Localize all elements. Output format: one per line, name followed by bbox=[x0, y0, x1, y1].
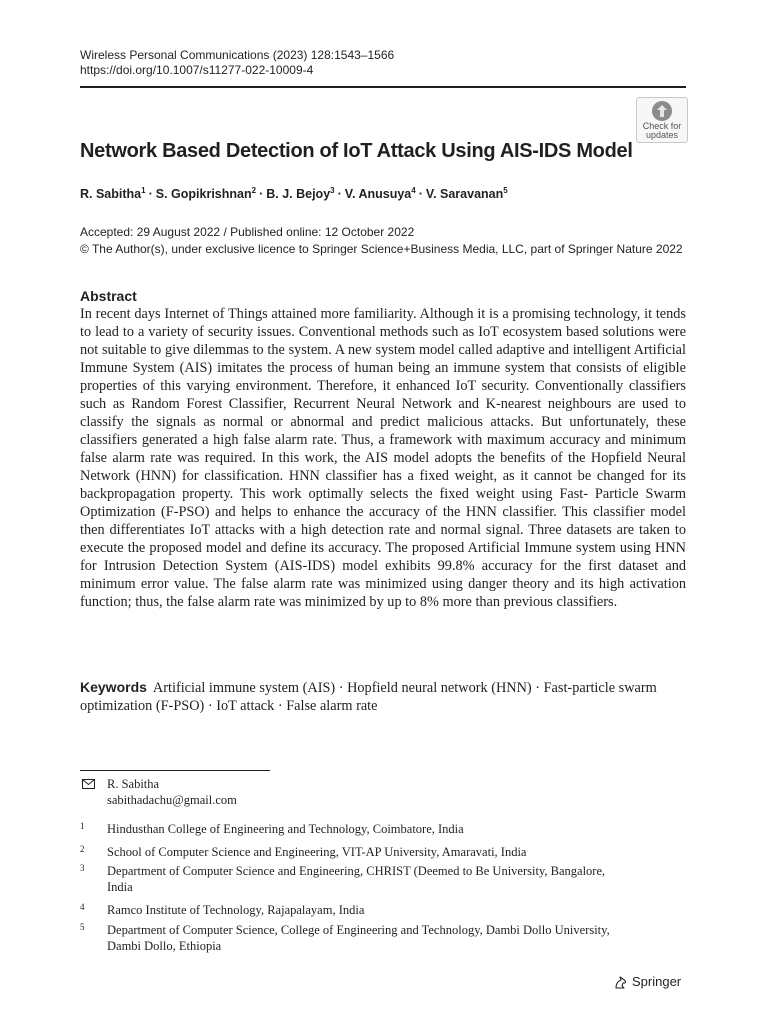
corresponding-author-name: R. Sabitha bbox=[107, 777, 160, 791]
affiliation-number: 4 bbox=[80, 902, 85, 912]
author-separator: · bbox=[259, 187, 264, 202]
affiliation-text: Ramco Institute of Technology, Rajapalayam, India bbox=[107, 903, 365, 917]
affiliation-text: Hindusthan College of Engineering and Technology, Coimbatore, India bbox=[107, 822, 464, 836]
keywords-section bbox=[80, 678, 686, 715]
author-separator: · bbox=[418, 187, 423, 202]
affiliation-number: 2 bbox=[80, 844, 85, 854]
author[interactable]: V. Anusuya$^4$ bbox=[344, 186, 416, 202]
keywords-text: Artificial immune system (AIS) · Hopfield neural network (HNN) · Fast-particle swarm optimization (F-PSO) · IoT attack · False alarm rate bbox=[80, 680, 657, 714]
doi-link[interactable]: https://doi.org/10.1007/s11277-022-10009-4 bbox=[80, 63, 314, 77]
abstract-text: In recent days Internet of Things attained more familiarity. Although it is a promising technology, it tends to lead to a variety of security issues. Conventional methods such as IoT ecosystem based solutions were not suitable to give dilemmas to the system. A new system model called adaptive and intelligent Artificial Immune System (AIS) imitates the process of human being an immune system that consists of eligible properties of this varying environment. Therefore, it enhanced IoT security. Conventionally classifiers such as Random Forest Classifier, Recurrent Neural Network and K-nearest neighbours are used to classify the signals as normal or abnormal and predict malicious attacks. But unfortunately, these classifiers generated a high false alarm rate. Thus, a framework with maximum accuracy and minimum false alarm rate was required. In this work, the AIS model adopts the benefits of the Hopfield Neural Network (HNN) for classification. HNN classifier has a fixed weight, as it cannot be changed for its backpropagation property. This work optimally selects the fixed weight using Fast- Particle Swarm Optimization (F-PSO) and helps to enhance the accuracy of the HNN classifier. This classifier model then differentiates IoT attacks with a high detection rate and normal signal. Three datasets are taken to execute the proposed model and define its accuracy. The proposed Artificial Immune system using HNN for Intrusion Detection System (AIS-IDS) model exhibits 99.8% accuracy for the first dataset and minimum error value. The false alarm rate was minimized using danger theory and its high activation function; thus, the false alarm rate was minimized by up to 8% more than previous classifiers. bbox=[80, 306, 686, 610]
author-list bbox=[80, 186, 508, 201]
springer-horse-icon bbox=[612, 974, 628, 990]
journal-header bbox=[80, 48, 394, 78]
author[interactable]: R. Sabitha$^1$ bbox=[80, 186, 146, 202]
check-for-updates-badge[interactable] bbox=[636, 97, 688, 143]
author[interactable]: V. Saravanan$^5$ bbox=[425, 186, 508, 202]
badge-line-1: Check for bbox=[642, 121, 682, 131]
publication-dates: Accepted: 29 August 2022 / Published online: 12 October 2022 bbox=[80, 225, 415, 239]
author[interactable]: S. Gopikrishnan$^2$ bbox=[155, 186, 257, 202]
publisher-name: Springer bbox=[632, 974, 682, 989]
affiliation-text: Department of Computer Science and Engineering, CHRIST (Deemed to Be University, Bangalore, India bbox=[107, 864, 606, 894]
footnote-rule bbox=[80, 770, 270, 771]
affiliation-number: 1 bbox=[80, 821, 85, 831]
check-for-updates-icon bbox=[651, 100, 673, 122]
affiliation bbox=[80, 821, 686, 837]
affiliation-text: School of Computer Science and Engineering, VIT-AP University, Amaravati, India bbox=[107, 845, 527, 859]
copyright-notice: © The Author(s), under exclusive licence to Springer Science+Business Media, LLC, part of Springer Nature 2022 bbox=[80, 242, 683, 256]
publication-info bbox=[80, 224, 683, 258]
affiliation bbox=[80, 922, 686, 954]
affiliation-number: 3 bbox=[80, 863, 85, 873]
author[interactable]: B. J. Bejoy$^3$ bbox=[266, 186, 335, 202]
header-rule bbox=[80, 86, 686, 88]
keywords-label: Keywords bbox=[80, 679, 147, 695]
affiliation-text: Department of Computer Science, College of Engineering and Technology, Dambi Dollo University, Dambi Dollo, Ethiopia bbox=[107, 923, 610, 953]
affiliation-number: 5 bbox=[80, 922, 85, 932]
badge-line-2: updates bbox=[645, 130, 679, 140]
publisher-logo bbox=[612, 974, 681, 990]
abstract-heading: Abstract bbox=[80, 288, 137, 304]
affiliation bbox=[80, 902, 686, 918]
corresponding-author-email[interactable]: sabithadachu@gmail.com bbox=[107, 793, 237, 807]
paper-title: Network Based Detection of IoT Attack Using AIS-IDS Model bbox=[80, 140, 633, 162]
journal-citation: Wireless Personal Communications (2023) 128:1543–1566 bbox=[80, 48, 395, 62]
author-separator: · bbox=[148, 187, 153, 202]
affiliation bbox=[80, 863, 686, 895]
affiliation bbox=[80, 844, 686, 860]
corresponding-author bbox=[107, 776, 237, 808]
author-separator: · bbox=[337, 187, 342, 202]
envelope-icon bbox=[82, 779, 95, 789]
